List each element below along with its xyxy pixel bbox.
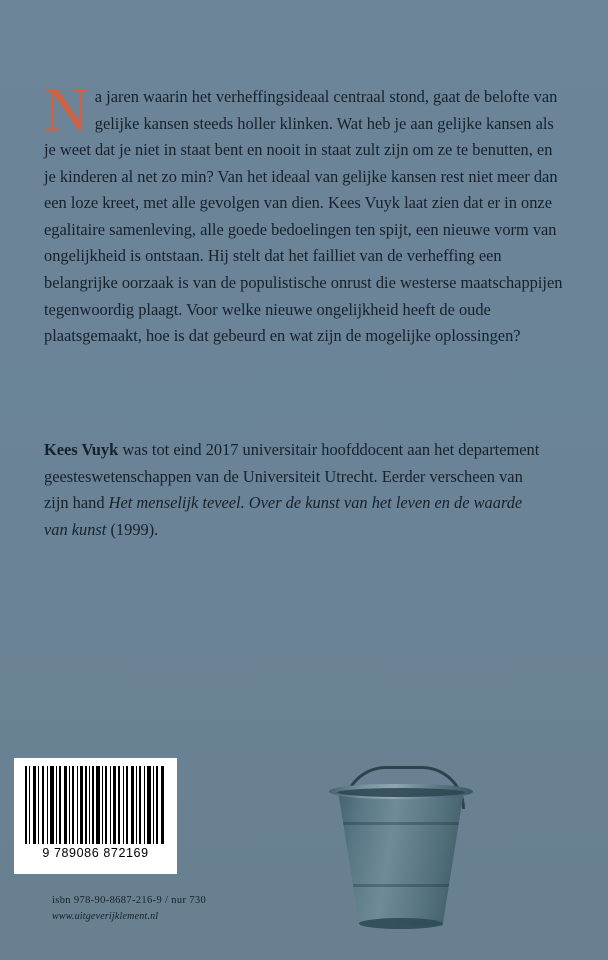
bucket-body — [332, 788, 470, 926]
barcode-digits: 9 789086 872169 — [42, 846, 149, 860]
publisher-website: www.uitgeverijklement.nl — [52, 910, 159, 922]
author-bio — [44, 437, 544, 543]
barcode-bars — [25, 766, 166, 844]
bio-text-before: was tot eind 2017 universitair hoofddocent aan het departement geesteswetenschappen van de Universiteit Utrecht. Eerder verscheen van zijn hand — [44, 440, 540, 513]
isbn-line: isbn 978-90-8687-216-9 / nur 730 — [52, 895, 207, 906]
bucket-interior — [337, 788, 465, 797]
referenced-book-title: Het menselijk teveel. Over de kunst van het leven en de waarde van kunst — [44, 493, 523, 539]
imprint-block — [52, 893, 206, 924]
bucket-illustration — [318, 766, 484, 931]
drop-cap-letter: N — [44, 77, 89, 145]
blurb-text — [44, 77, 564, 350]
bucket-base — [359, 918, 443, 929]
barcode — [14, 758, 177, 874]
bio-text-after: (1999). — [106, 519, 159, 539]
blurb-body: a jaren waarin het verheffingsideaal centraal stond, gaat de belofte van gelijke kansen steeds holler klinken. Wat heb je aan gelijke kansen als je weet dat je niet in staat bent en nooit in staat zult zijn om ze te benutten, en je kinderen al net zo min? Van het ideaal van gelijke kansen rest niet meer dan een loze kreet, met alle gevolgen van dien. Kees Vuyk laat zien dat er in onze egalitaire samenleving, alle goede bedoelingen ten spijt, een nieuwe vorm van ongelijkheid is ontstaan. Hij stelt dat het failliet van de verheffing een belangrijke oorzaak is van de populistische onrust die westerse maatschappijen tegenwoordig plaagt. Voor welke nieuwe ongelijkheid heeft de oude plaatsgemaakt, hoe is dat gebeurd en wat zijn de mogelijke oplossingen? — [44, 87, 563, 346]
author-name: Kees Vuyk — [44, 440, 119, 459]
